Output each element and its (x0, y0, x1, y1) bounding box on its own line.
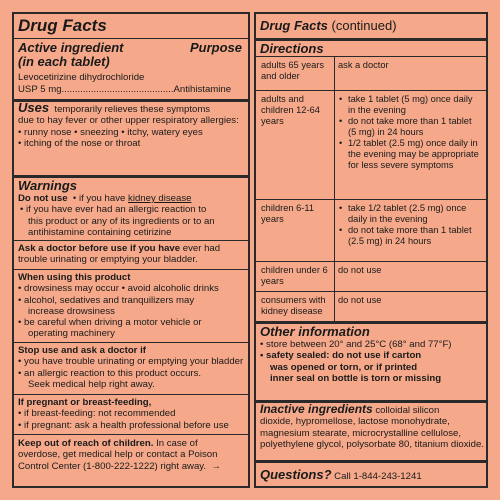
purpose-heading: Purpose (189, 40, 242, 55)
pregnant-section (18, 397, 246, 431)
active-ingredient-heading: Active ingredient (18, 40, 124, 55)
directions-text: do not use (338, 295, 382, 305)
ingredient-dose-line: USP 5 mg..........................................Antihistamine (18, 84, 232, 95)
keep-out-line3 (18, 461, 246, 472)
directions-row-children-under-6 (256, 261, 486, 292)
stop-use-section (18, 345, 246, 390)
questions-section (260, 467, 484, 482)
warnings-section (18, 178, 246, 238)
drug-facts-left-panel (12, 12, 250, 488)
ask-doctor-label: Ask a doctor before use if you have (18, 243, 181, 254)
when-using-label: When using this product (18, 272, 131, 283)
other-info-line2: • safety sealed: do not use if carton (260, 350, 422, 362)
do-not-use-line3: this product or any of its ingredients or to an (28, 215, 215, 227)
list-item: • take 1/2 tablet (2.5 mg) once daily in the evening (338, 203, 482, 225)
directions-group: adults 65 years and older (261, 60, 325, 81)
uses-intro-line2: due to hay fever or other upper respiratory allergies: (18, 115, 239, 127)
ask-doctor-tail: ever had (180, 243, 221, 254)
uses-heading: Uses (18, 100, 50, 115)
keep-out-label: Keep out of reach of children. (18, 438, 154, 449)
do-not-use-line4: antihistamine containing cetirizine (28, 226, 172, 238)
directions-group: children 6-11 years (261, 203, 315, 224)
ingredient-name: Levocetirizine dihydrochloride (18, 72, 145, 83)
other-info-line4: inner seal on bottle is torn or missing (270, 372, 442, 384)
do-not-use-bullet: • if you have (72, 193, 129, 204)
table-divider (334, 57, 335, 91)
stop-use-label: Stop use and ask a doctor if (18, 345, 146, 356)
drug-facts-right-panel (254, 12, 488, 488)
questions-rule (256, 460, 486, 463)
directions-table (256, 56, 486, 321)
directions-text: do not use (338, 265, 382, 275)
uses-symptoms-row2: • itching of the nose or throat (18, 137, 141, 149)
do-not-use-label: Do not use (18, 193, 68, 204)
keep-out-rule (14, 434, 248, 435)
when-using-line5: operating machinery (28, 328, 115, 340)
when-using-line4: • be careful when driving a motor vehicle or (18, 317, 202, 329)
directions-heading: Directions (260, 41, 324, 56)
uses-section (18, 102, 244, 149)
uses-symptoms-row1: • runny nose • sneezing • itchy, watery eyes (18, 126, 203, 138)
inactive-heading: Inactive ingredients (260, 402, 373, 416)
directions-group: consumers with kidney disease (261, 295, 326, 316)
other-info-heading: Other information (260, 324, 370, 339)
other-info-line1: • store between 20° and 25°C (68° and 77°F) (260, 339, 452, 350)
do-not-use-line1 (18, 193, 246, 204)
inactive-line3: magnesium stearate, microcrystalline cellulose, (260, 427, 462, 439)
stop-use-line3: Seek medical help right away. (28, 378, 155, 390)
when-using-line2: • alcohol, sedatives and tranquilizers may (18, 294, 195, 306)
other-info-line3: was opened or torn, or if printed (270, 361, 418, 373)
keep-out-section (18, 438, 246, 472)
inactive-section (260, 404, 484, 450)
continued-title-plain: (continued) (327, 18, 397, 33)
list-item: • do not take more than 1 tablet (5 mg) in 24 hours (338, 116, 482, 138)
pregnant-line1: • if breast-feeding: not recommended (18, 408, 176, 420)
directions-text: ask a doctor (338, 60, 389, 70)
uses-intro-line1 (18, 102, 244, 115)
stop-use-line2: • an allergic reaction to this product occurs. (18, 367, 202, 379)
directions-row-kidney-disease (256, 291, 486, 322)
list-item: • take 1 tablet (5 mg) once daily in the evening (338, 94, 482, 116)
table-divider (334, 200, 335, 262)
questions-phone: Call 1-844-243-1241 (331, 471, 422, 482)
directions-list (338, 203, 482, 247)
keep-out-line1 (18, 438, 246, 449)
uses-intro-text: temporarily relieves these symptoms (54, 104, 211, 115)
do-not-use-line2: • if you have ever had an allergic reaction to (20, 204, 207, 216)
ask-doctor-line1 (18, 243, 246, 254)
keep-out-line2: overdose, get medical help or contact a Poison (18, 449, 218, 461)
list-item: • do not take more than 1 tablet (2.5 mg) in 24 hours (338, 225, 482, 247)
when-using-line1: • drowsiness may occur • avoid alcoholic drinks (18, 283, 219, 295)
drug-facts-title: Drug Facts (18, 16, 107, 35)
pregnant-line2: • if pregnant: ask a health professional before use (18, 419, 229, 431)
inactive-line2: dioxide, hypromellose, lactose monohydrate, (260, 416, 450, 428)
warnings-heading: Warnings (18, 178, 77, 193)
when-using-rule (14, 269, 248, 270)
other-info-section (260, 324, 484, 384)
continued-title-bold: Drug Facts (260, 18, 328, 33)
active-ingredient-subheading: (in each tablet) (18, 54, 110, 69)
title-rule (14, 38, 248, 39)
kidney-disease-text: kidney disease (128, 193, 192, 204)
keep-out-tail: In case of (153, 438, 198, 449)
stop-use-rule (14, 342, 248, 343)
directions-row-adults-children (256, 90, 486, 200)
table-divider (334, 292, 335, 322)
list-item: • 1/2 tablet (2.5 mg) once daily in the evening may be appropriate for less severe symptoms (338, 138, 482, 171)
inactive-line4: polyethylene glycol, polysorbate 80, titanium dioxide. (260, 438, 484, 450)
table-divider (334, 91, 335, 200)
drug-facts-continued-title (260, 18, 397, 33)
ask-doctor-line2: trouble urinating or emptying your bladder. (18, 254, 198, 266)
ask-doctor-section (18, 243, 246, 266)
directions-list (338, 94, 482, 171)
questions-heading: Questions? (260, 467, 332, 482)
directions-group: children under 6 years (261, 265, 328, 286)
table-divider (334, 262, 335, 292)
continued-arrow-icon: → (211, 460, 221, 472)
directions-row-adults-65 (256, 56, 486, 91)
pregnant-label: If pregnant or breast-feeding, (18, 397, 152, 408)
ask-doctor-rule (14, 240, 248, 241)
when-using-line3: increase drowsiness (28, 305, 115, 317)
when-using-section (18, 272, 246, 340)
stop-use-line1: • you have trouble urinating or emptying your bladder (18, 356, 244, 368)
inactive-line1-tail: colloidal silicon (372, 405, 440, 416)
inactive-line1 (260, 404, 484, 416)
keep-out-line3-text: Control Center (1-800-222-1222) right away. (18, 460, 207, 472)
pregnant-rule (14, 394, 248, 395)
directions-group: adults and children 12-64 years (261, 94, 320, 126)
directions-row-children-6-11 (256, 199, 486, 262)
